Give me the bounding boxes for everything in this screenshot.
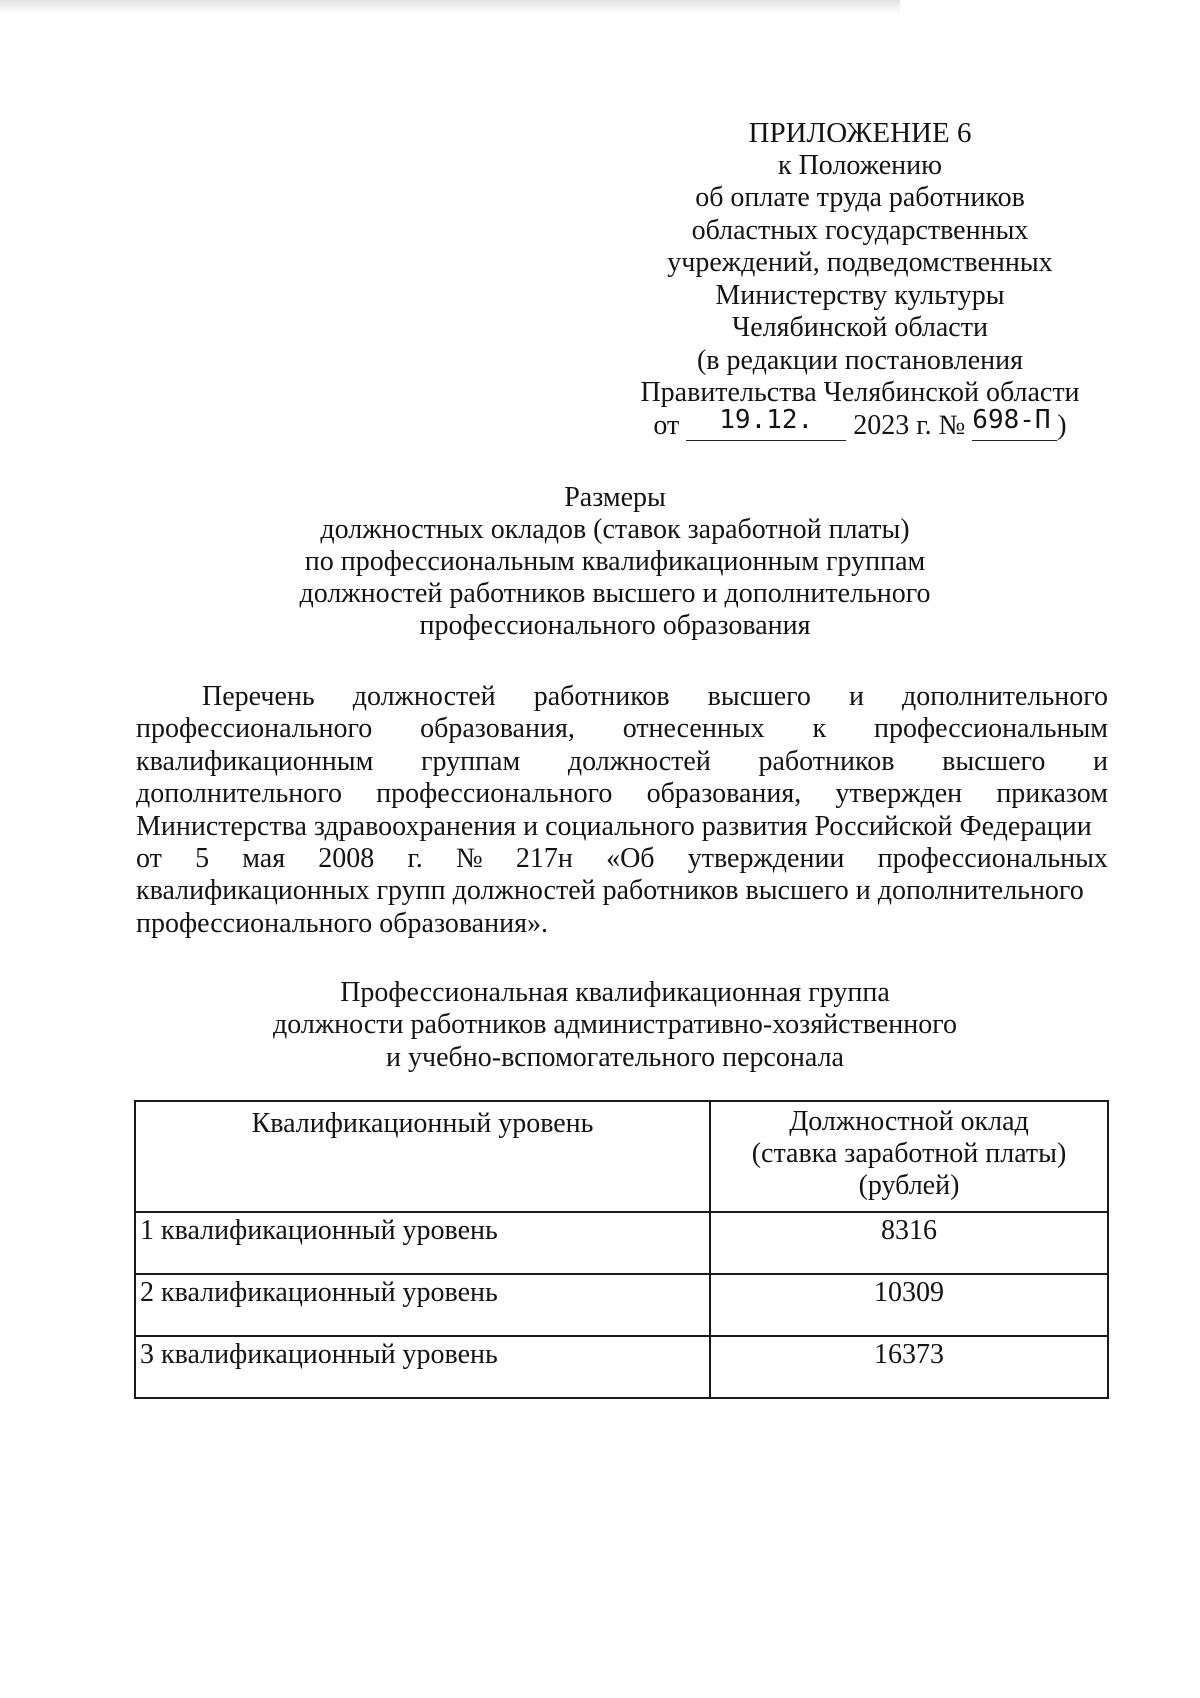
paragraph-word: «Об [606, 843, 655, 875]
group-title [160, 977, 1070, 1074]
annex-line: об оплате труда работников [695, 182, 1025, 213]
paragraph-word: профессионального [376, 778, 613, 810]
table-row [135, 1274, 1108, 1336]
annex-line: Челябинской области [732, 312, 988, 343]
paragraph-word: должностей [352, 681, 496, 712]
header-salary [710, 1101, 1108, 1212]
paragraph-word: к [812, 713, 827, 745]
heading-line: профессионального образования [419, 610, 811, 641]
annex-line: Правительства Челябинской области [640, 377, 1080, 408]
heading-line: должностей работников высшего и дополнительного [299, 578, 931, 609]
scan-edge-shadow [0, 0, 900, 14]
date-prefix: от [653, 409, 680, 441]
paragraph-word: образования, [646, 778, 802, 810]
group-line: Профессиональная квалификационная группа [340, 977, 890, 1008]
paragraph-word: г. [407, 843, 423, 875]
paragraph-word: профессиональным [873, 713, 1108, 745]
number-field [972, 404, 1057, 441]
date-value: 19.12. [719, 404, 814, 435]
paragraph-line [136, 875, 1108, 907]
paragraph-word: квалификационным [136, 745, 374, 777]
header-salary-line: Должностной оклад [789, 1106, 1029, 1137]
paragraph-line [136, 746, 1108, 778]
salary-cell: 16373 [710, 1336, 1108, 1398]
header-level: Квалификационный уровень [135, 1101, 710, 1212]
salary-table [134, 1100, 1109, 1399]
body-paragraph [136, 681, 1108, 940]
paragraph-word: работников [533, 681, 670, 712]
table-row [135, 1212, 1108, 1274]
annex-line: учреждений, подведомственных [667, 247, 1053, 278]
paragraph-word: 2008 [318, 843, 375, 875]
paragraph-line [136, 811, 1108, 843]
paragraph-word: профессиональных [877, 843, 1108, 875]
group-line: и учебно-вспомогательного персонала [386, 1041, 844, 1073]
paragraph-word: профессионального [136, 713, 373, 745]
paragraph-line [136, 908, 1108, 940]
level-cell: 1 квалификационный уровень [135, 1212, 710, 1274]
paragraph-word: отнесенных [622, 713, 765, 745]
heading-line: должностных окладов (ставок заработной платы) [320, 514, 910, 545]
paragraph-word: дополнительного [902, 681, 1108, 712]
heading-title: Размеры [564, 482, 666, 513]
table-row [135, 1336, 1108, 1398]
annex-title: ПРИЛОЖЕНИЕ 6 [748, 117, 972, 149]
closing-paren: ) [1057, 409, 1067, 441]
table-header-row [135, 1101, 1108, 1212]
paragraph-word: образования, [420, 713, 575, 745]
paragraph-word: профессионального образования». [136, 907, 548, 939]
annex-line: областных государственных [691, 214, 1029, 246]
paragraph-word: группам [420, 745, 521, 777]
paragraph-word: утверждении [687, 843, 845, 875]
annex-line: Министерству культуры [715, 279, 1005, 311]
paragraph-word: высшего [707, 681, 811, 712]
paragraph-word: и [1093, 745, 1108, 777]
annex-header [590, 117, 1130, 442]
paragraph-word: Перечень [202, 681, 315, 712]
header-salary-line: (ставка заработной платы) [751, 1138, 1067, 1169]
paragraph-word: высшего [942, 745, 1046, 777]
level-cell: 3 квалификационный уровень [135, 1336, 710, 1398]
document-heading [160, 482, 1070, 642]
paragraph-word: дополнительного [136, 778, 342, 810]
paragraph-line [136, 681, 1108, 713]
paragraph-word: должностей [567, 745, 711, 777]
paragraph-line [136, 843, 1108, 875]
paragraph-word: работников [758, 745, 895, 777]
paragraph-word: приказом [996, 778, 1108, 810]
paragraph-word: 5 [195, 843, 210, 875]
paragraph-word: утвержден [835, 778, 963, 810]
annex-line: (в редакции постановления [696, 344, 1024, 376]
paragraph-word: 217н [515, 843, 573, 875]
level-cell: 2 квалификационный уровень [135, 1274, 710, 1336]
salary-cell: 10309 [710, 1274, 1108, 1336]
group-line: должности работников административно-хозяйственного [272, 1009, 957, 1041]
header-salary-line: (рублей) [858, 1170, 960, 1201]
paragraph-line [136, 713, 1108, 745]
annex-line: к Положению [777, 149, 943, 181]
date-field [686, 404, 846, 441]
salary-cell: 8316 [710, 1212, 1108, 1274]
annex-date-line [590, 404, 1130, 443]
paragraph-word: № [455, 843, 483, 875]
year-text: 2023 г. № [853, 409, 966, 441]
heading-line: по профессиональным квалификационным группам [304, 546, 926, 577]
paragraph-word: мая [242, 843, 286, 875]
paragraph-word: и [848, 681, 864, 712]
paragraph-word: квалификационных групп должностей работников высшего и дополнительного [136, 875, 1084, 907]
number-value: 698-П [972, 404, 1051, 435]
paragraph-line [136, 778, 1108, 810]
paragraph-word: от [136, 843, 162, 875]
paragraph-word: Министерства здравоохранения и социального развития Российской Федерации [136, 810, 1092, 842]
